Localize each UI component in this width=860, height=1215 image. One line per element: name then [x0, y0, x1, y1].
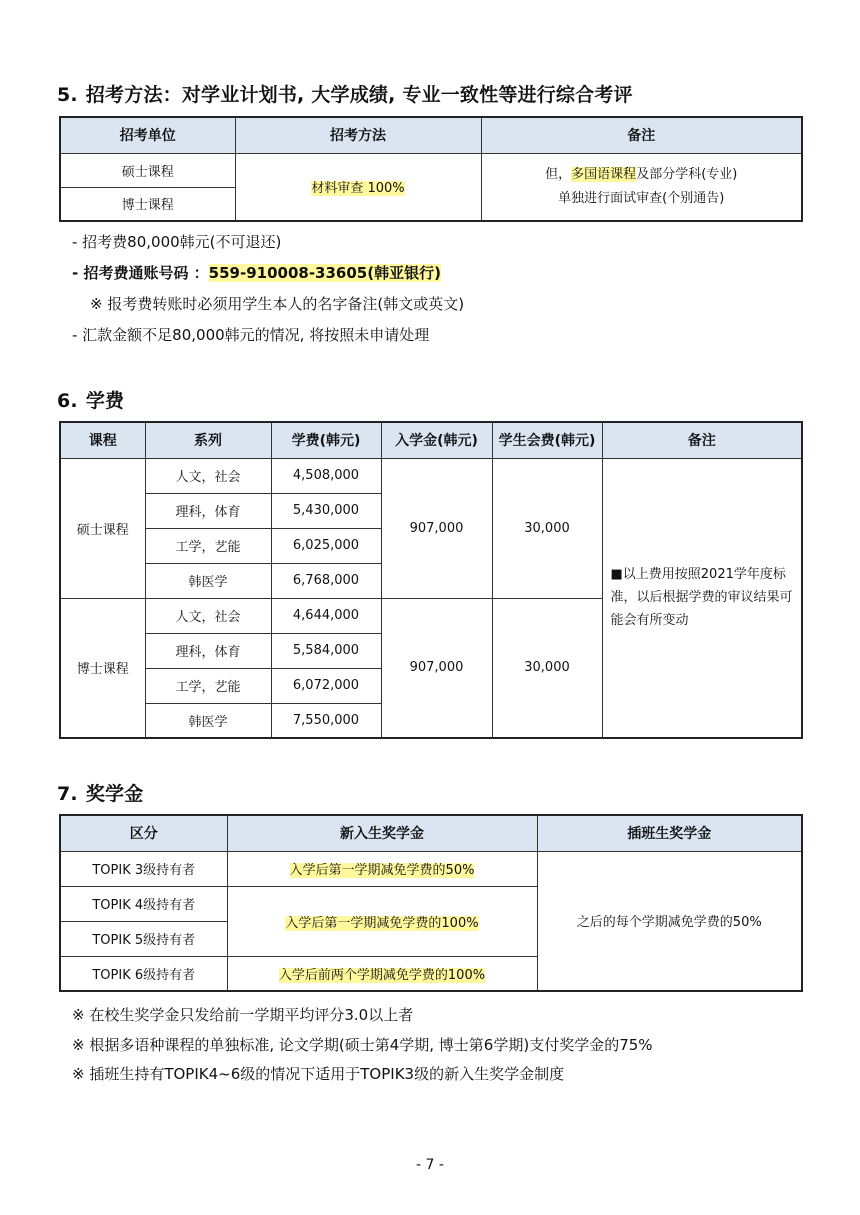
section-title: 奖学金 [85, 783, 144, 805]
section-number: 7. [57, 783, 78, 805]
tuition-cell: 6,768,000 [271, 563, 381, 598]
remark-highlight: 多国语课程 [571, 166, 637, 182]
tuition-cell: 4,644,000 [271, 598, 381, 633]
course-master: 硕士课程 [60, 458, 145, 598]
series-cell: 韩医学 [145, 563, 271, 598]
scholarship-note: ※ 根据多语种课程的单独标准, 论文学期(硕士第4学期, 博士第6学期)支付奖学金的75% [72, 1036, 653, 1054]
note-account [72, 262, 441, 283]
benefit-text: 入学后第一学期减免学费的100% [285, 915, 479, 931]
tuition-remark: ■以上费用按照2021学年度标准，以后根据学费的审议结果可能会有所变动 [602, 458, 802, 738]
remark-cell [481, 153, 802, 221]
entrance-fee-doctor: 907,000 [381, 598, 492, 738]
tuition-cell: 6,025,000 [271, 528, 381, 563]
tuition-cell: 7,550,000 [271, 703, 381, 738]
entrance-fee-master: 907,000 [381, 458, 492, 598]
header-category: 区分 [60, 815, 227, 851]
remark-suffix: 及部分学科(专业) [636, 166, 738, 182]
account-label: - 招考费通账号码 ： [72, 264, 209, 282]
new-student-benefit [227, 886, 537, 956]
scholarship-note: ※ 插班生持有TOPIK4~6级的情况下适用于TOPIK3级的新入生奖学金制度 [72, 1065, 565, 1083]
title-colon: ： [162, 84, 182, 106]
tuition-table [59, 421, 803, 739]
header-remark: 备注 [481, 117, 802, 153]
benefit-text: 入学后前两个学期减免学费的100% [278, 967, 486, 983]
note-fee: - 招考费80,000韩元(不可退还) [72, 233, 282, 251]
section-number: 5. [57, 84, 78, 106]
topik-level-row: TOPIK 3级持有者 [60, 851, 227, 886]
note-insufficient: - 汇款金额不足80,000韩元的情况, 将按照未申请处理 [72, 326, 430, 344]
row-doctor: 博士课程 [60, 187, 235, 221]
header-tuition: 学费(韩元) [271, 422, 381, 458]
section-description: 对学业计划书, 大学成绩, 专业一致性等进行综合考评 [181, 84, 633, 106]
method-cell [235, 153, 481, 221]
row-master: 硕士课程 [60, 153, 235, 187]
header-remark: 备注 [602, 422, 802, 458]
new-student-benefit [227, 956, 537, 991]
method-value: 材料审查 100% [311, 181, 405, 197]
new-student-benefit [227, 851, 537, 886]
section-title: 学费 [85, 390, 125, 412]
remark-prefix: 但， [545, 166, 572, 182]
section-number: 6. [57, 390, 78, 412]
scholarship-table [59, 814, 803, 992]
series-cell: 工学，艺能 [145, 668, 271, 703]
scholarship-note: ※ 在校生奖学金只发给前一学期平均评分3.0以上者 [72, 1006, 414, 1024]
header-transfer-student: 插班生奖学金 [537, 815, 802, 851]
note-transfer: ※ 报考费转账时必须用学生本人的名字备注(韩文或英文) [90, 295, 465, 313]
union-fee-doctor: 30,000 [492, 598, 602, 738]
header-series: 系列 [145, 422, 271, 458]
topik-level-row: TOPIK 5级持有者 [60, 921, 227, 956]
header-method: 招考方法 [235, 117, 481, 153]
course-doctor: 博士课程 [60, 598, 145, 738]
section-7-heading [57, 779, 143, 806]
topik-level-row: TOPIK 6级持有者 [60, 956, 227, 991]
series-cell: 理科，体育 [145, 493, 271, 528]
admission-method-table [59, 116, 803, 222]
remark-line2: 单独进行面试审查(个别通告) [558, 190, 725, 206]
series-cell: 人文，社会 [145, 458, 271, 493]
tuition-cell: 6,072,000 [271, 668, 381, 703]
series-cell: 韩医学 [145, 703, 271, 738]
tuition-cell: 5,430,000 [271, 493, 381, 528]
series-cell: 理科，体育 [145, 633, 271, 668]
section-5-heading [57, 80, 633, 107]
transfer-benefit: 之后的每个学期减免学费的50% [537, 851, 802, 991]
page-number: - 7 - [416, 1157, 444, 1173]
topik-level-row: TOPIK 4级持有者 [60, 886, 227, 921]
series-cell: 人文，社会 [145, 598, 271, 633]
header-union: 学生会费(韩元) [492, 422, 602, 458]
section-title: 招考方法 [85, 84, 163, 106]
series-cell: 工学，艺能 [145, 528, 271, 563]
account-number: 559-910008-33605(韩亚银行) [208, 264, 441, 282]
union-fee-master: 30,000 [492, 458, 602, 598]
tuition-cell: 4,508,000 [271, 458, 381, 493]
benefit-text: 入学后第一学期减免学费的50% [289, 863, 475, 878]
header-course: 课程 [60, 422, 145, 458]
header-unit: 招考单位 [60, 117, 235, 153]
header-new-student: 新入生奖学金 [227, 815, 537, 851]
header-entrance: 入学金(韩元) [381, 422, 492, 458]
tuition-cell: 5,584,000 [271, 633, 381, 668]
section-6-heading [57, 386, 124, 413]
